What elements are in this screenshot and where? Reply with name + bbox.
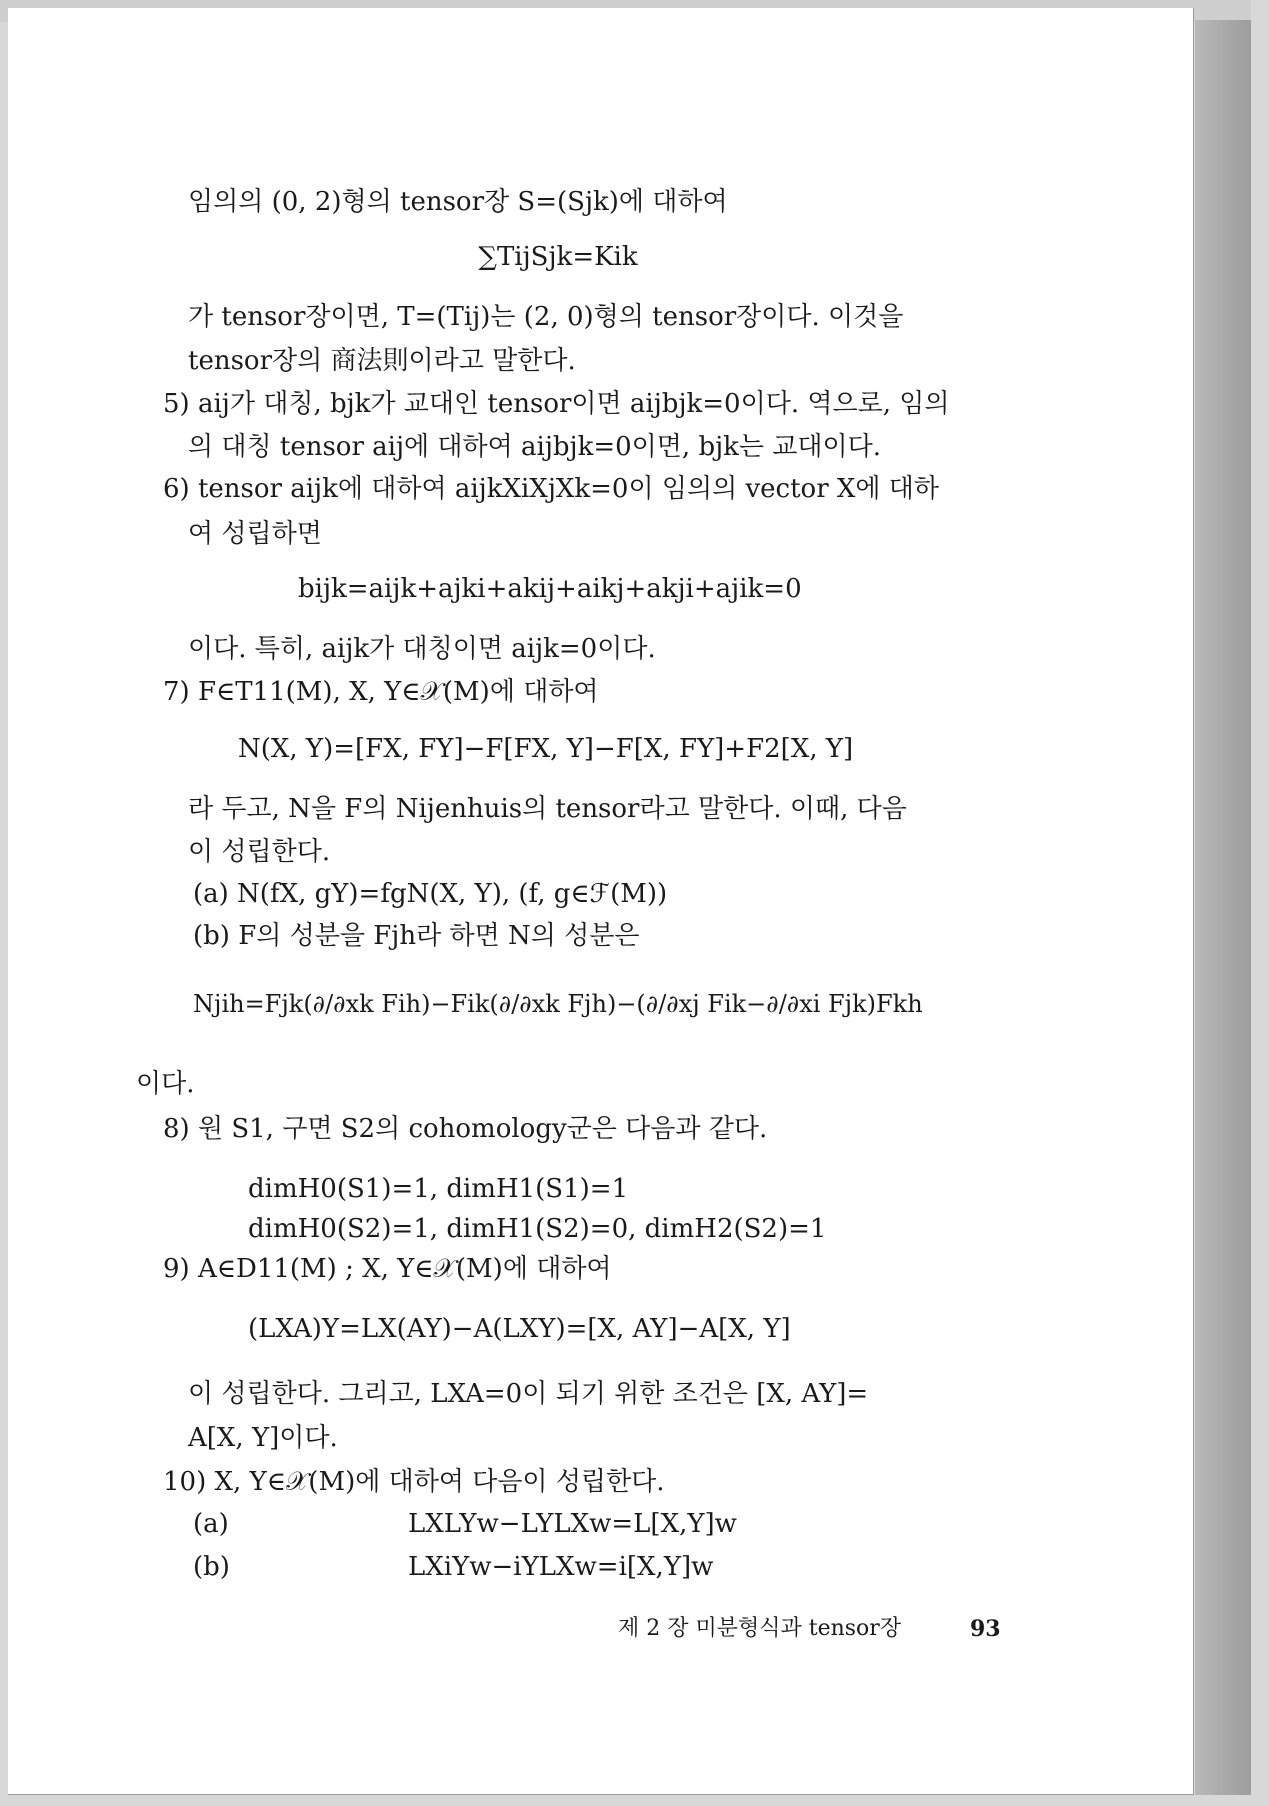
running-footer-chapter: 제 2 장 미분형식과 tensor장 (618, 1616, 902, 1641)
line-2: 가 tensor장이면, T=(Tij)는 (2, 0)형의 tensor장이다. 이것을 (188, 302, 904, 332)
line-1: 임의의 (0, 2)형의 tensor장 S=(Sjk)에 대하여 (188, 187, 728, 217)
item-7-line-3: 이 성립한다. (188, 837, 331, 867)
item-7-b: (b) F의 성분을 Fjh라 하면 N의 성분은 (193, 921, 640, 951)
item-7-a: (a) N(fX, gY)=fgN(X, Y), (f, g∈ℱ(M)) (193, 879, 668, 909)
page-number: 93 (970, 1616, 1001, 1642)
item-9-line-2: 이 성립한다. 그리고, LXA=0이 되기 위한 조건은 [X, AY]= (188, 1379, 869, 1409)
item-8-line-1: 8) 원 S1, 구면 S2의 cohomology군은 다음과 같다. (163, 1114, 768, 1144)
item-10-a-label: (a) (193, 1509, 229, 1539)
item-5-line-1: 5) aij가 대칭, bjk가 교대인 tensor이면 aijbjk=0이다. 역으로, 임의 (163, 389, 950, 419)
equation-quotient: ∑TijSjk=Kik (478, 242, 638, 272)
equation-components: Njih=Fjk(∂/∂xk Fih)−Fik(∂/∂xk Fjh)−(∂/∂xj Fik−∂/∂xi Fjk)Fkh (193, 990, 923, 1018)
book-page (8, 8, 1194, 1795)
item-6-line-1: 6) tensor aijk에 대하여 aijkXiXjXk=0이 임의의 vector X에 대하 (163, 474, 940, 504)
item-10-line-1: 10) X, Y∈𝒳(M)에 대하여 다음이 성립한다. (163, 1467, 665, 1497)
item-10-a-equation: LXLYw−LYLXw=L[X,Y]w (408, 1509, 737, 1539)
item-7-line-2: 라 두고, N을 F의 Nijenhuis의 tensor라고 말한다. 이때, 다음 (188, 794, 907, 824)
equation-lie-derivative: (LXA)Y=LX(AY)−A(LXY)=[X, AY]−A[X, Y] (248, 1314, 791, 1344)
item-10-b-equation: LXiYw−iYLXw=i[X,Y]w (408, 1552, 714, 1582)
item-10-b-label: (b) (193, 1552, 230, 1582)
equation-cohomology-1: dimH0(S1)=1, dimH1(S1)=1 (248, 1174, 629, 1204)
item-9-line-3: A[X, Y]이다. (188, 1423, 338, 1453)
line-3: tensor장의 商法則이라고 말한다. (188, 346, 576, 376)
equation-nijenhuis: N(X, Y)=[FX, FY]−F[FX, Y]−F[X, FY]+F2[X, Y] (238, 734, 854, 764)
item-7-line-1: 7) F∈T11(M), X, Y∈𝒳(M)에 대하여 (163, 677, 599, 707)
item-7-end: 이다. (136, 1069, 195, 1099)
equation-6: bijk=aijk+ajki+akij+aikj+akji+ajik=0 (298, 574, 802, 604)
book-side-edge (1195, 20, 1251, 1795)
item-6-line-3: 이다. 특히, aijk가 대칭이면 aijk=0이다. (188, 634, 656, 664)
item-6-line-2: 여 성립하면 (188, 519, 322, 549)
equation-cohomology-2: dimH0(S2)=1, dimH1(S2)=0, dimH2(S2)=1 (248, 1214, 827, 1244)
item-9-line-1: 9) A∈D11(M) ; X, Y∈𝒳(M)에 대하여 (163, 1254, 612, 1284)
item-5-line-2: 의 대칭 tensor aij에 대하여 aijbjk=0이면, bjk는 교대이다. (188, 432, 882, 462)
